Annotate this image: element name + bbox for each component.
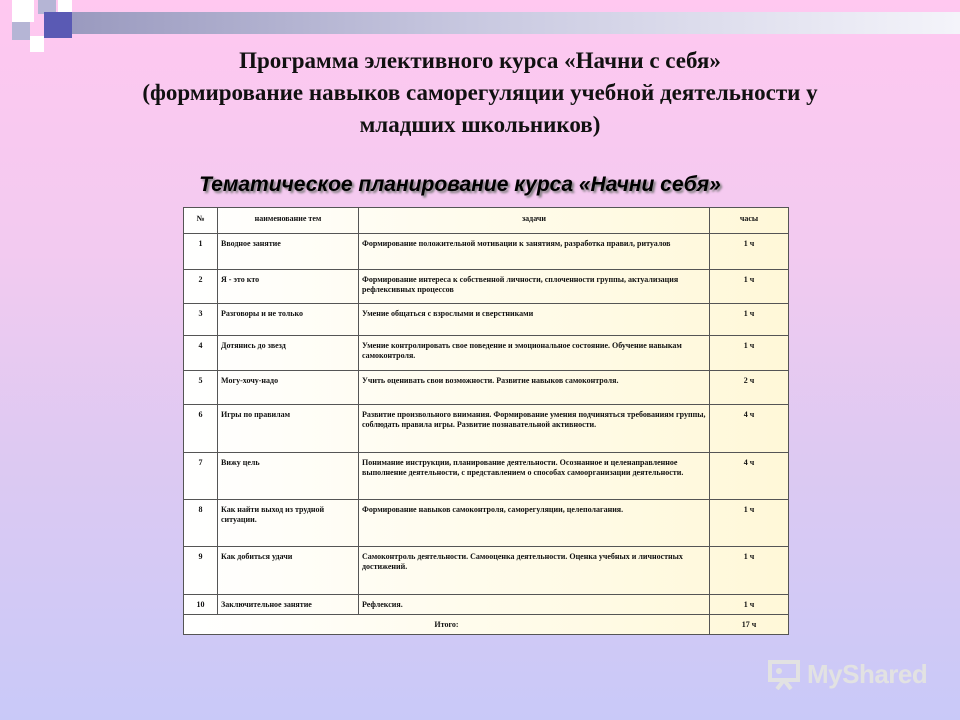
row-num: 1 bbox=[184, 234, 218, 270]
row-topic: Заключительное занятие bbox=[218, 595, 359, 615]
row-tasks: Понимание инструкции, планирование деятельности. Осознанное и целенаправленное выполнение деятельности, с представлением о способах самоорганизации деятельности. bbox=[359, 453, 710, 500]
row-topic: Вижу цель bbox=[218, 453, 359, 500]
table-row bbox=[184, 595, 789, 615]
decor-square bbox=[12, 0, 34, 22]
subtitle: Тематическое планирование курса «Начни себя» bbox=[199, 173, 721, 196]
header-num: № bbox=[184, 208, 218, 234]
row-topic: Как добиться удачи bbox=[218, 547, 359, 595]
table-header-row bbox=[184, 208, 789, 234]
row-topic: Дотянись до звезд bbox=[218, 336, 359, 371]
decor-top-bar bbox=[72, 12, 960, 34]
row-tasks: Развитие произвольного внимания. Формирование умения подчиняться требованиям группы, соблюдать правила игры. Развитие познавательной активности. bbox=[359, 405, 710, 453]
row-num: 9 bbox=[184, 547, 218, 595]
row-hours: 1 ч bbox=[710, 336, 789, 371]
row-num: 3 bbox=[184, 304, 218, 336]
row-topic: Разговоры и не только bbox=[218, 304, 359, 336]
row-hours: 1 ч bbox=[710, 304, 789, 336]
table-total-row bbox=[184, 615, 789, 635]
row-topic: Игры по правилам bbox=[218, 405, 359, 453]
row-num: 2 bbox=[184, 270, 218, 304]
row-hours: 1 ч bbox=[710, 595, 789, 615]
row-num: 5 bbox=[184, 371, 218, 405]
row-num: 6 bbox=[184, 405, 218, 453]
row-hours: 1 ч bbox=[710, 270, 789, 304]
total-label: Итого: bbox=[184, 615, 710, 635]
row-tasks: Умение контролировать свое поведение и эмоциональное состояние. Обучение навыкам самоконтроля. bbox=[359, 336, 710, 371]
row-tasks: Формирование интереса к собственной личности, сплоченности группы, актуализация рефлексивных процессов bbox=[359, 270, 710, 304]
table-row bbox=[184, 371, 789, 405]
table-row bbox=[184, 500, 789, 547]
decor-square bbox=[44, 12, 72, 38]
decor-square bbox=[58, 0, 72, 12]
row-hours: 1 ч bbox=[710, 547, 789, 595]
header-hours: часы bbox=[710, 208, 789, 234]
row-tasks: Формирование навыков самоконтроля, саморегуляции, целеполагания. bbox=[359, 500, 710, 547]
row-hours: 1 ч bbox=[710, 234, 789, 270]
row-tasks: Самоконтроль деятельности. Самооценка деятельности. Оценка учебных и личностных достижений. bbox=[359, 547, 710, 595]
row-hours: 4 ч bbox=[710, 405, 789, 453]
table-row bbox=[184, 453, 789, 500]
row-hours: 2 ч bbox=[710, 371, 789, 405]
decor-square bbox=[12, 22, 30, 40]
row-topic: Вводное занятие bbox=[218, 234, 359, 270]
plan-table bbox=[183, 207, 789, 635]
title-line-1: Программа элективного курса «Начни с себя» bbox=[239, 48, 721, 73]
title-line-2: (формирование навыков саморегуляции учебной деятельности у bbox=[142, 80, 818, 105]
table-row bbox=[184, 270, 789, 304]
presentation-board-icon bbox=[767, 658, 801, 690]
title-line-3: младших школьников) bbox=[359, 112, 601, 137]
table-row bbox=[184, 234, 789, 270]
table-row bbox=[184, 547, 789, 595]
row-num: 7 bbox=[184, 453, 218, 500]
row-num: 8 bbox=[184, 500, 218, 547]
row-tasks: Учить оценивать свои возможности. Развитие навыков самоконтроля. bbox=[359, 371, 710, 405]
header-tasks: задачи bbox=[359, 208, 710, 234]
row-num: 10 bbox=[184, 595, 218, 615]
watermark-text: MyShared bbox=[807, 659, 928, 689]
row-num: 4 bbox=[184, 336, 218, 371]
row-tasks: Формирование положительной мотивации к занятиям, разработка правил, ритуалов bbox=[359, 234, 710, 270]
row-hours: 1 ч bbox=[710, 500, 789, 547]
watermark-logo bbox=[767, 656, 937, 696]
total-hours: 17 ч bbox=[710, 615, 789, 635]
row-topic: Могу-хочу-надо bbox=[218, 371, 359, 405]
table-row bbox=[184, 405, 789, 453]
header-topic: наименование тем bbox=[218, 208, 359, 234]
table-row bbox=[184, 336, 789, 371]
row-tasks: Рефлексия. bbox=[359, 595, 710, 615]
table-row bbox=[184, 304, 789, 336]
row-tasks: Умение общаться с взрослыми и сверстниками bbox=[359, 304, 710, 336]
row-topic: Как найти выход из трудной ситуации. bbox=[218, 500, 359, 547]
row-topic: Я - это кто bbox=[218, 270, 359, 304]
row-hours: 4 ч bbox=[710, 453, 789, 500]
